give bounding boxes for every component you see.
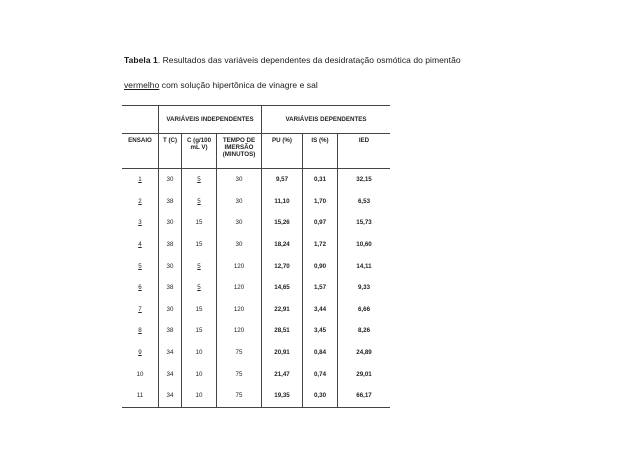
cell-tempo: 30 <box>217 169 262 191</box>
cell-pu: 11,10 <box>262 191 303 213</box>
cell-is: 0,97 <box>303 212 338 234</box>
cell-ensaio: 1 <box>122 169 159 191</box>
cell-ied: 32,15 <box>356 176 372 184</box>
table-row <box>122 212 390 234</box>
cell-c: 5 <box>182 169 217 191</box>
cell-ensaio: 6 <box>122 277 159 299</box>
cell-tempo: 30 <box>217 234 262 256</box>
cell-c: 10 <box>182 342 217 364</box>
cell-ied: 9,33 <box>357 284 371 292</box>
cell-is: 1,70 <box>303 191 338 213</box>
table-row <box>122 191 390 213</box>
table-caption-line2 <box>124 80 318 90</box>
cell-c: 10 <box>182 385 217 407</box>
cell-tempo: 120 <box>217 299 262 321</box>
cell-c: 5 <box>182 277 217 299</box>
cell-tempo: 120 <box>217 277 262 299</box>
cell-is: 0,74 <box>303 363 338 385</box>
cell-ensaio: 8 <box>122 320 159 342</box>
table-body <box>122 169 390 408</box>
cell-is: 0,30 <box>303 385 338 407</box>
cell-ied: 24,89 <box>356 348 372 356</box>
cell-tempo: 120 <box>217 255 262 277</box>
cell-ied: 6,53 <box>357 197 371 205</box>
cell-pu: 15,26 <box>262 212 303 234</box>
table-caption-line1 <box>124 55 461 65</box>
table-row <box>122 234 390 256</box>
cell-ied: 15,73 <box>356 219 372 227</box>
col-header-t: T (C) <box>159 134 182 169</box>
caption-text-1: . Resultados das variáveis dependentes da desidratação osmótica do pimentão <box>157 55 461 65</box>
cell-t: 30 <box>159 169 182 191</box>
cell-pu: 9,57 <box>262 169 303 191</box>
cell-pu: 20,91 <box>262 342 303 364</box>
table-row <box>122 385 390 407</box>
cell-t: 34 <box>159 342 182 364</box>
cell-c: 5 <box>182 191 217 213</box>
col-header-tempo: TEMPO DE IMERSÃO (MINUTOS) <box>217 134 262 169</box>
cell-t: 38 <box>159 277 182 299</box>
group-header-empty <box>122 106 159 134</box>
cell-tempo: 30 <box>217 212 262 234</box>
group-header-independent: VARIÁVEIS INDEPENDENTES <box>159 106 262 134</box>
cell-pu: 14,65 <box>262 277 303 299</box>
cell-is: 1,72 <box>303 234 338 256</box>
caption-text-2: com solução hipertônica de vinagre e sal <box>159 80 318 90</box>
cell-t: 38 <box>159 320 182 342</box>
results-table <box>122 105 390 408</box>
cell-pu: 18,24 <box>262 234 303 256</box>
col-header-pu: PU (%) <box>262 134 303 169</box>
cell-t: 34 <box>159 363 182 385</box>
table-row <box>122 255 390 277</box>
cell-tempo: 75 <box>217 385 262 407</box>
cell-tempo: 75 <box>217 342 262 364</box>
cell-is: 3,45 <box>303 320 338 342</box>
cell-ensaio: 9 <box>122 342 159 364</box>
cell-ensaio: 2 <box>122 191 159 213</box>
table-label: Tabela 1 <box>124 55 158 65</box>
cell-ied: 66,17 <box>338 385 391 407</box>
cell-ensaio: 3 <box>122 212 159 234</box>
cell-tempo: 75 <box>217 363 262 385</box>
cell-pu: 21,47 <box>262 363 303 385</box>
cell-c: 10 <box>182 363 217 385</box>
cell-ied: 10,60 <box>356 241 372 249</box>
cell-t: 34 <box>159 385 182 407</box>
cell-ensaio: 10 <box>122 363 159 385</box>
cell-is: 0,31 <box>303 169 338 191</box>
cell-ied: 14,11 <box>356 262 372 270</box>
group-header-dependent: VARIÁVEIS DEPENDENTES <box>262 106 391 134</box>
cell-ensaio: 5 <box>122 255 159 277</box>
col-header-ensaio: ENSAIO <box>122 134 159 169</box>
cell-is: 3,44 <box>303 299 338 321</box>
table-row <box>122 277 390 299</box>
cell-pu: 12,70 <box>262 255 303 277</box>
cell-tempo: 120 <box>217 320 262 342</box>
cell-t: 38 <box>159 234 182 256</box>
table-row <box>122 299 390 321</box>
table-row <box>122 169 390 191</box>
group-header-row <box>122 106 390 134</box>
cell-pu: 22,91 <box>262 299 303 321</box>
cell-ensaio: 11 <box>122 385 159 407</box>
col-header-c: C (g/100 mL V) <box>182 134 217 169</box>
cell-c: 15 <box>182 234 217 256</box>
col-header-is: IS (%) <box>303 134 338 169</box>
cell-ied: 8,26 <box>357 327 371 335</box>
cell-t: 30 <box>159 212 182 234</box>
cell-tempo: 30 <box>217 191 262 213</box>
cell-t: 38 <box>159 191 182 213</box>
table-row <box>122 342 390 364</box>
cell-pu: 19,35 <box>262 385 303 407</box>
cell-is: 0,90 <box>303 255 338 277</box>
cell-t: 30 <box>159 299 182 321</box>
caption-underlined-word: vermelho <box>124 80 160 90</box>
table-row <box>122 320 390 342</box>
col-header-ied: IED <box>338 134 391 169</box>
cell-ied: 6,66 <box>357 305 371 313</box>
cell-pu: 28,51 <box>262 320 303 342</box>
cell-c: 15 <box>182 299 217 321</box>
cell-c: 5 <box>182 255 217 277</box>
cell-ensaio: 7 <box>122 299 159 321</box>
cell-c: 15 <box>182 212 217 234</box>
cell-is: 1,57 <box>303 277 338 299</box>
cell-is: 0,84 <box>303 342 338 364</box>
cell-ied: 29,01 <box>356 370 372 378</box>
cell-t: 30 <box>159 255 182 277</box>
table-row <box>122 363 390 385</box>
column-header-row <box>122 134 390 169</box>
cell-ensaio: 4 <box>122 234 159 256</box>
cell-c: 15 <box>182 320 217 342</box>
